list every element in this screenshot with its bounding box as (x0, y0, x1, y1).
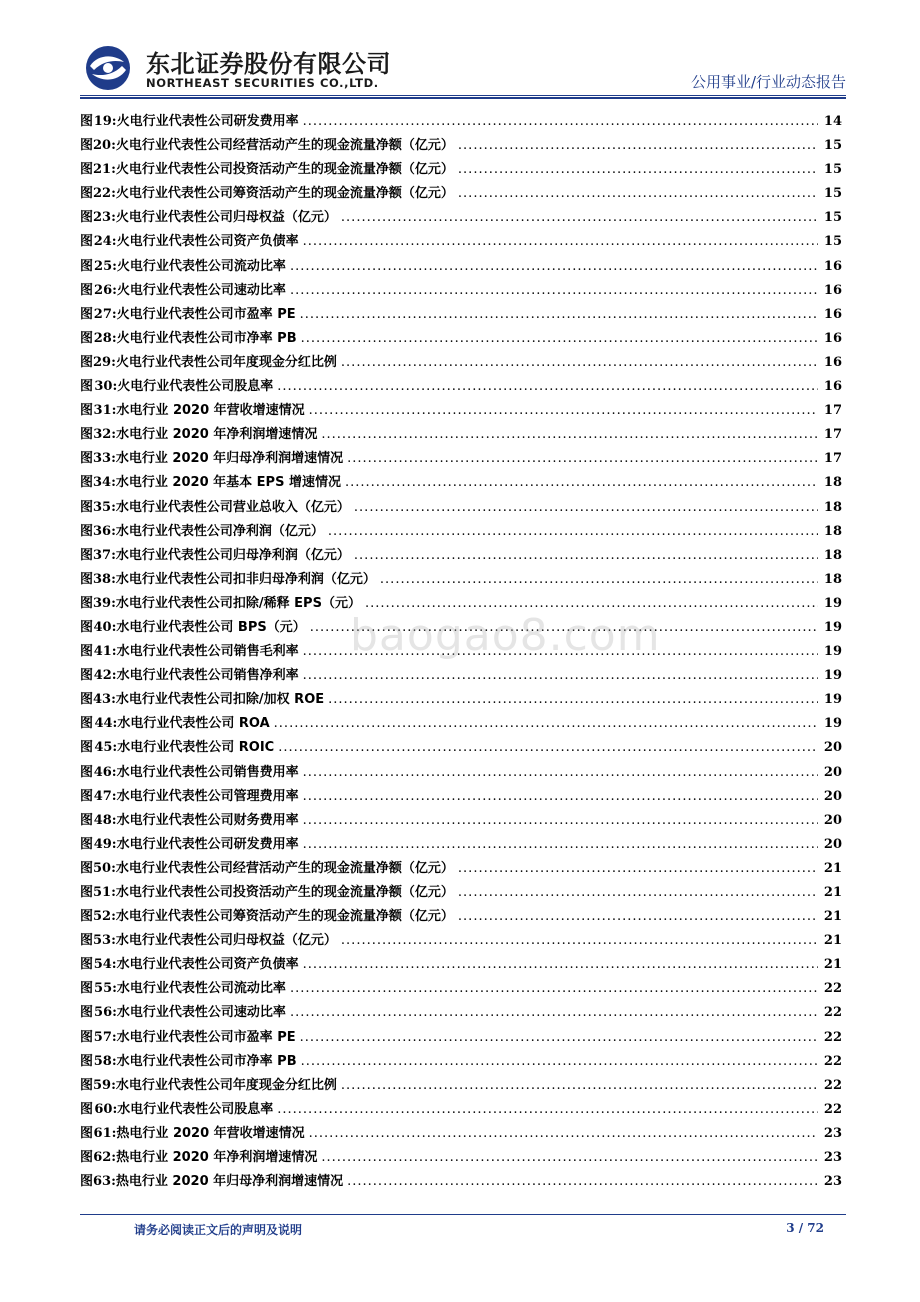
toc-figure-number: 40: (93, 619, 117, 635)
toc-page-number: 21 (823, 909, 842, 925)
toc-leader-dots (309, 1126, 818, 1141)
toc-leader-dots (458, 186, 818, 201)
toc-leader-dots (309, 403, 818, 418)
toc-figure-prefix: 图 (80, 644, 94, 660)
toc-leader-dots (321, 427, 818, 442)
toc-figure-title: 水电行业代表性公司资产负债率 (116, 957, 299, 973)
toc-figure-title: 火电行业代表性公司市净率 PB (116, 330, 297, 346)
toc-page-number: 23 (823, 1174, 842, 1190)
toc-figure-title: 水电行业代表性公司扣非归母净利润（亿元） (115, 571, 376, 587)
toc-figure-number: 26: (94, 282, 117, 298)
toc-figure-title: 火电行业代表性公司筹资活动产生的现金流量净额（亿元） (115, 186, 454, 202)
toc-page-number: 20 (823, 788, 842, 804)
toc-figure-number: 50: (93, 860, 116, 876)
toc-page-number: 22 (823, 1053, 842, 1069)
toc-figure-number: 39: (93, 595, 116, 611)
toc-figure-number: 44: (94, 716, 118, 732)
toc-page-number: 20 (823, 836, 842, 852)
header-divider (80, 95, 846, 96)
page-header (0, 0, 920, 100)
toc-figure-title: 水电行业代表性公司归母权益（亿元） (115, 933, 337, 949)
page-number: 3 / 72 (786, 1221, 824, 1235)
toc-figure-prefix: 图 (80, 764, 94, 780)
toc-figure-number: 43: (93, 692, 116, 708)
toc-figure-number: 20: (93, 138, 116, 154)
toc-leader-dots (341, 355, 818, 370)
toc-figure-number: 53: (93, 933, 116, 949)
toc-leader-dots (365, 596, 818, 611)
toc-figure-prefix: 图 (80, 330, 94, 346)
header-divider-thick (80, 97, 846, 99)
toc-page-number: 21 (823, 957, 842, 973)
toc-page-number: 18 (823, 571, 842, 587)
toc-page-number: 16 (823, 282, 842, 298)
toc-figure-prefix: 图 (80, 162, 94, 178)
toc-figure-title: 火电行业代表性公司投资活动产生的现金流量净额（亿元） (115, 162, 454, 178)
toc-figure-prefix: 图 (80, 114, 94, 129)
toc-figure-prefix: 图 (80, 138, 94, 154)
toc-figure-title: 水电行业代表性公司扣除/稀释 EPS（元） (115, 595, 361, 611)
toc-figure-title: 水电行业 2020 年净利润增速情况 (116, 427, 318, 443)
toc-leader-dots (278, 740, 818, 755)
toc-figure-prefix: 图 (80, 282, 94, 298)
toc-entry[interactable] (80, 736, 842, 760)
toc-leader-dots (290, 1005, 818, 1020)
toc-entry[interactable] (80, 447, 842, 471)
toc-figure-prefix: 图 (80, 547, 94, 563)
toc-page-number: 23 (823, 1125, 842, 1141)
toc-figure-prefix: 图 (80, 571, 94, 587)
toc-figure-number: 32: (93, 427, 117, 443)
toc-figure-title: 水电行业代表性公司扣除/加权 ROE (115, 692, 325, 708)
toc-figure-number: 34: (93, 475, 116, 491)
toc-entry[interactable] (80, 399, 842, 423)
toc-figure-title: 水电行业代表性公司经营活动产生的现金流量净额（亿元） (115, 860, 454, 876)
toc-entry[interactable] (80, 206, 842, 230)
toc-figure-title: 水电行业代表性公司股息率 (117, 1101, 274, 1117)
toc-page-number: 18 (823, 475, 842, 491)
toc-page-number: 15 (823, 162, 842, 178)
toc-leader-dots (303, 765, 818, 780)
toc-entry[interactable] (80, 1001, 842, 1025)
toc-entry[interactable] (80, 423, 842, 447)
toc-entry[interactable] (80, 857, 842, 881)
toc-figure-prefix: 图 (80, 981, 94, 997)
toc-figure-number: 24: (93, 234, 117, 250)
toc-page-number: 17 (823, 403, 842, 419)
toc-page-number: 17 (823, 427, 842, 443)
toc-figure-prefix: 图 (80, 379, 94, 395)
toc-figure-prefix: 图 (80, 234, 94, 250)
toc-leader-dots (347, 451, 818, 466)
toc-entry[interactable] (80, 809, 842, 833)
toc-entry[interactable] (80, 1170, 842, 1194)
toc-entry[interactable] (80, 182, 842, 206)
toc-figure-prefix: 图 (80, 499, 94, 515)
toc-figure-title: 水电行业代表性公司市盈率 PE (116, 1029, 296, 1045)
toc-page-number: 16 (823, 306, 842, 322)
toc-leader-dots (341, 1078, 818, 1093)
toc-figure-prefix: 图 (80, 909, 94, 925)
toc-entry[interactable] (80, 110, 842, 134)
toc-figure-title: 水电行业代表性公司管理费用率 (116, 788, 299, 804)
toc-leader-dots (458, 861, 818, 876)
toc-figure-prefix: 图 (80, 812, 94, 828)
toc-figure-number: 22: (93, 186, 116, 202)
toc-figure-prefix: 图 (80, 427, 94, 443)
toc-page-number: 15 (823, 210, 842, 226)
toc-figure-number: 36: (93, 523, 116, 539)
toc-figure-number: 45: (94, 740, 118, 756)
toc-figure-number: 35: (93, 499, 116, 515)
toc-page-number: 16 (823, 379, 842, 395)
toc-figure-prefix: 图 (80, 957, 94, 973)
toc-page-number: 20 (823, 812, 842, 828)
toc-figure-title: 火电行业代表性公司年度现金分红比例 (115, 354, 337, 370)
toc-figure-title: 火电行业代表性公司速动比率 (116, 282, 286, 298)
toc-figure-title: 水电行业代表性公司 BPS（元） (116, 619, 306, 635)
toc-figure-number: 28: (93, 330, 117, 346)
toc-page-number: 19 (823, 644, 842, 660)
toc-leader-dots (354, 548, 818, 563)
toc-figure-title: 水电行业代表性公司流动比率 (116, 981, 286, 997)
toc-entry[interactable] (80, 255, 842, 279)
toc-entry[interactable] (80, 279, 842, 303)
toc-figure-number: 46: (93, 764, 117, 780)
toc-figure-prefix: 图 (80, 668, 94, 684)
toc-figure-number: 27: (93, 306, 117, 322)
toc-figure-title: 水电行业代表性公司归母净利润（亿元） (115, 547, 350, 563)
toc-figure-title: 水电行业代表性公司筹资活动产生的现金流量净额（亿元） (115, 909, 454, 925)
toc-leader-dots (341, 933, 818, 948)
toc-leader-dots (341, 210, 818, 225)
toc-figure-prefix: 图 (80, 1077, 94, 1093)
toc-figure-prefix: 图 (80, 186, 94, 202)
toc-page-number: 20 (823, 740, 842, 756)
toc-page-number: 22 (823, 1101, 842, 1117)
toc-figure-title: 火电行业代表性公司归母权益（亿元） (115, 210, 337, 226)
toc-figure-title: 水电行业代表性公司投资活动产生的现金流量净额（亿元） (115, 885, 454, 900)
toc-figure-number: 49: (93, 836, 117, 852)
toc-leader-dots (290, 259, 818, 274)
toc-entry[interactable] (80, 953, 842, 977)
toc-figure-number: 42: (93, 668, 117, 684)
toc-leader-dots (328, 524, 818, 539)
toc-figure-prefix: 图 (80, 885, 94, 900)
toc-page-number: 18 (823, 547, 842, 563)
toc-figure-prefix: 图 (80, 1150, 94, 1166)
toc-figure-title: 水电行业代表性公司 ROA (117, 716, 270, 732)
toc-figure-title: 热电行业 2020 年归母净利润增速情况 (115, 1174, 344, 1190)
toc-page-number: 22 (823, 1005, 842, 1021)
toc-figure-prefix: 图 (80, 740, 94, 756)
toc-figure-title: 水电行业代表性公司 ROIC (117, 740, 275, 756)
toc-figure-number: 59: (93, 1077, 116, 1093)
toc-figure-number: 19: (93, 114, 117, 129)
toc-leader-dots (290, 981, 818, 996)
toc-entry[interactable] (80, 905, 842, 929)
toc-figure-number: 30: (94, 379, 118, 395)
toc-figure-title: 火电行业代表性公司经营活动产生的现金流量净额（亿元） (115, 138, 454, 154)
toc-figure-prefix: 图 (80, 788, 94, 804)
toc-figure-number: 60: (94, 1101, 118, 1117)
toc-figure-prefix: 图 (80, 1029, 94, 1045)
toc-entry[interactable] (80, 471, 842, 495)
toc-figure-number: 62: (93, 1150, 117, 1166)
toc-figure-number: 37: (93, 547, 116, 563)
toc-entry[interactable] (80, 664, 842, 688)
toc-figure-number: 55: (94, 981, 117, 997)
toc-figure-prefix: 图 (80, 860, 94, 876)
toc-figure-number: 57: (93, 1029, 117, 1045)
toc-leader-dots (458, 909, 818, 924)
toc-figure-prefix: 图 (80, 354, 94, 370)
toc-leader-dots (303, 234, 818, 249)
toc-figure-number: 21: (93, 162, 116, 178)
toc-figure-number: 47: (93, 788, 117, 804)
toc-leader-dots (300, 307, 818, 322)
toc-entry[interactable] (80, 712, 842, 736)
toc-figure-prefix: 图 (80, 1125, 94, 1141)
toc-figure-prefix: 图 (80, 1053, 94, 1069)
toc-figure-prefix: 图 (80, 1101, 94, 1117)
toc-figure-prefix: 图 (80, 1005, 94, 1021)
toc-figure-prefix: 图 (80, 836, 94, 852)
toc-page-number: 20 (823, 764, 842, 780)
toc-entry[interactable] (80, 134, 842, 158)
toc-entry[interactable] (80, 881, 842, 905)
toc-leader-dots (301, 331, 818, 346)
toc-leader-dots (345, 475, 818, 490)
toc-page-number: 18 (823, 499, 842, 515)
toc-figure-title: 水电行业代表性公司净利润（亿元） (115, 523, 324, 539)
toc-figure-prefix: 图 (80, 933, 94, 949)
toc-entry[interactable] (80, 1146, 842, 1170)
toc-figure-prefix: 图 (80, 403, 94, 419)
toc-figure-prefix: 图 (80, 475, 94, 491)
toc-figure-title: 水电行业代表性公司市净率 PB (116, 1053, 297, 1069)
toc-figure-title: 水电行业代表性公司营业总收入（亿元） (115, 499, 350, 515)
toc-figure-prefix: 图 (80, 451, 94, 467)
company-name-en: NORTHEAST SECURITIES CO.,LTD. (146, 76, 379, 90)
toc-page-number: 15 (823, 186, 842, 202)
toc-figure-title: 热电行业 2020 年净利润增速情况 (116, 1150, 318, 1166)
toc-page-number: 19 (823, 595, 842, 611)
northeast-securities-logo-icon (80, 44, 136, 92)
toc-page-number: 16 (823, 330, 842, 346)
toc-page-number: 19 (823, 716, 842, 732)
toc-figure-number: 33: (93, 451, 116, 467)
toc-figure-title: 水电行业 2020 年营收增速情况 (116, 403, 305, 419)
toc-entry[interactable] (80, 520, 842, 544)
company-name-cn: 东北证券股份有限公司 (146, 50, 391, 78)
toc-leader-dots (380, 572, 818, 587)
toc-page-number: 19 (823, 619, 842, 635)
disclaimer-note: 请务必阅读正文后的声明及说明 (134, 1223, 303, 1237)
toc-figure-prefix: 图 (80, 210, 94, 226)
toc-page-number: 14 (823, 114, 842, 129)
report-type: 公用事业/行业动态报告 (690, 73, 846, 91)
toc-figure-number: 29: (93, 354, 116, 370)
toc-figure-title: 火电行业代表性公司流动比率 (116, 258, 286, 274)
toc-entry[interactable] (80, 158, 842, 182)
toc-figure-prefix: 图 (80, 306, 94, 322)
toc-page-number: 19 (823, 692, 842, 708)
toc-figure-title: 热电行业 2020 年营收增速情况 (116, 1125, 305, 1141)
toc-leader-dots (303, 789, 818, 804)
toc-leader-dots (303, 114, 818, 129)
toc-figure-title: 水电行业 2020 年基本 EPS 增速情况 (115, 475, 341, 491)
toc-page-number: 16 (823, 258, 842, 274)
toc-figure-title: 水电行业代表性公司销售费用率 (116, 764, 299, 780)
toc-entry[interactable] (80, 496, 842, 520)
toc-page-number: 21 (823, 860, 842, 876)
toc-leader-dots (274, 716, 818, 731)
toc-entry[interactable] (80, 977, 842, 1001)
toc-figure-prefix: 图 (80, 595, 94, 611)
toc-leader-dots (300, 1030, 818, 1045)
toc-entry[interactable] (80, 230, 842, 254)
toc-leader-dots (290, 283, 818, 298)
toc-leader-dots (277, 379, 818, 394)
toc-leader-dots (301, 1054, 818, 1069)
watermark: baogao8.com (350, 610, 661, 661)
toc-page-number: 15 (823, 138, 842, 154)
toc-entry[interactable] (80, 568, 842, 592)
toc-figure-number: 58: (93, 1053, 117, 1069)
toc-figure-number: 63: (93, 1174, 116, 1190)
toc-leader-dots (303, 813, 818, 828)
toc-page-number: 22 (823, 1077, 842, 1093)
toc-entry[interactable] (80, 1050, 842, 1074)
toc-figure-title: 火电行业代表性公司研发费用率 (116, 114, 299, 129)
toc-entry[interactable] (80, 1122, 842, 1146)
toc-figure-title: 水电行业代表性公司研发费用率 (116, 836, 299, 852)
toc-leader-dots (303, 957, 818, 972)
toc-page-number: 23 (823, 1150, 842, 1166)
toc-figure-number: 25: (94, 258, 117, 274)
toc-figure-prefix: 图 (80, 619, 94, 635)
toc-figure-title: 火电行业代表性公司股息率 (117, 379, 274, 395)
toc-entry[interactable] (80, 351, 842, 375)
toc-figure-title: 火电行业代表性公司资产负债率 (116, 234, 299, 250)
toc-leader-dots (458, 138, 818, 153)
toc-figure-prefix: 图 (80, 258, 94, 274)
toc-leader-dots (277, 1102, 818, 1117)
toc-figure-number: 38: (93, 571, 116, 587)
toc-leader-dots (303, 668, 818, 683)
toc-entry[interactable] (80, 785, 842, 809)
toc-figure-prefix: 图 (80, 523, 94, 539)
toc-entry[interactable] (80, 375, 842, 399)
toc-figure-number: 52: (93, 909, 116, 925)
toc-figure-number: 56: (94, 1005, 117, 1021)
toc-entry[interactable] (80, 929, 842, 953)
toc-figure-number: 41: (93, 644, 117, 660)
toc-leader-dots (458, 885, 818, 900)
toc-leader-dots (321, 1150, 818, 1165)
toc-entry[interactable] (80, 1026, 842, 1050)
toc-page-number: 22 (823, 981, 842, 997)
toc-page-number: 15 (823, 234, 842, 250)
toc-entry[interactable] (80, 1074, 842, 1098)
toc-figure-title: 水电行业代表性公司速动比率 (116, 1005, 286, 1021)
toc-leader-dots (458, 162, 818, 177)
toc-entry[interactable] (80, 303, 842, 327)
toc-figure-title: 水电行业 2020 年归母净利润增速情况 (115, 451, 344, 467)
toc-page-number: 16 (823, 354, 842, 370)
toc-entry[interactable] (80, 761, 842, 785)
toc-page-number: 17 (823, 451, 842, 467)
toc-entry[interactable] (80, 688, 842, 712)
footer-divider (80, 1214, 846, 1215)
toc-entry[interactable] (80, 1098, 842, 1122)
toc-figure-title: 水电行业代表性公司销售毛利率 (116, 644, 299, 660)
toc-figure-title: 水电行业代表性公司销售净利率 (116, 668, 299, 684)
toc-entry[interactable] (80, 327, 842, 351)
toc-figure-number: 31: (93, 403, 117, 419)
toc-figure-number: 54: (93, 957, 117, 973)
toc-figure-prefix: 图 (80, 692, 94, 708)
toc-page-number: 21 (823, 885, 842, 900)
toc-figure-number: 61: (93, 1125, 117, 1141)
toc-entry[interactable] (80, 544, 842, 568)
toc-figure-prefix: 图 (80, 716, 94, 732)
toc-figure-title: 火电行业代表性公司市盈率 PE (116, 306, 296, 322)
toc-figure-prefix: 图 (80, 1174, 94, 1190)
toc-page-number: 18 (823, 523, 842, 539)
toc-leader-dots (303, 837, 818, 852)
toc-figure-number: 23: (93, 210, 116, 226)
toc-page-number: 19 (823, 668, 842, 684)
toc-figure-title: 水电行业代表性公司财务费用率 (116, 812, 299, 828)
toc-leader-dots (328, 692, 818, 707)
toc-entry[interactable] (80, 833, 842, 857)
toc-figure-number: 48: (93, 812, 117, 828)
toc-figure-number: 51: (93, 885, 116, 900)
toc-leader-dots (347, 1174, 818, 1189)
toc-page-number: 22 (823, 1029, 842, 1045)
toc-figure-title: 水电行业代表性公司年度现金分红比例 (115, 1077, 337, 1093)
toc-leader-dots (354, 500, 818, 515)
toc-page-number: 21 (823, 933, 842, 949)
